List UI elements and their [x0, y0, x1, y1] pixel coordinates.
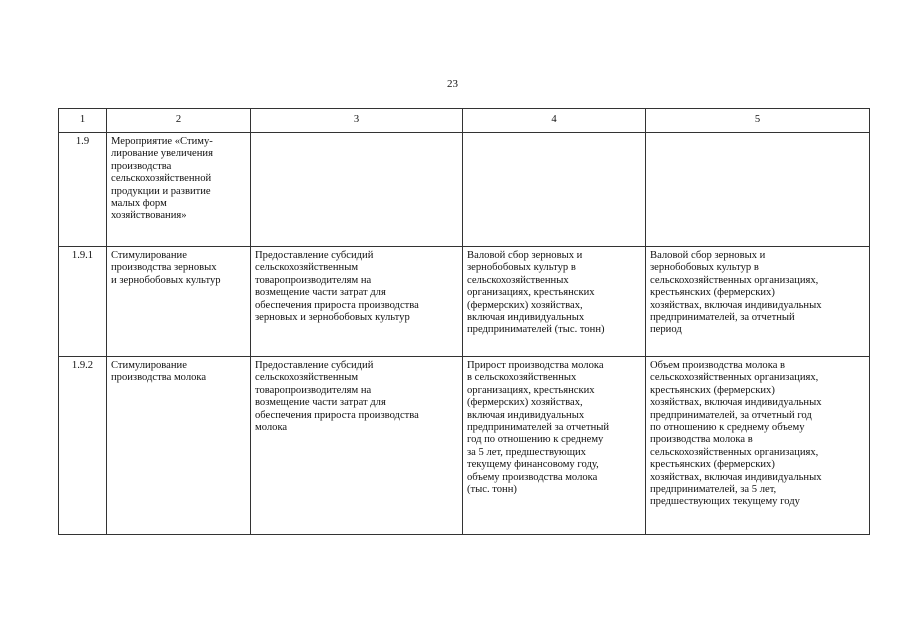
- measure-description: Предоставление субсидий сельскохозяйственным товаропроизводителям на возмещение части затрат для обеспечения прироста производства зерновых и зернобобовых культур: [251, 247, 463, 357]
- indicator-definition: Валовой сбор зерновых и зернобобовых культур в сельскохозяйственных организациях, крестьянских (фермерских) хозяйствах, включая индивидуальных предпринимателей, за отчетный период: [646, 247, 870, 357]
- measure-name: Стимулирование производства зерновых и зернобобовых культур: [107, 247, 251, 357]
- indicator-name: Валовой сбор зерновых и зернобобовых культур в сельскохозяйственных организациях, крестьянских (фермерских) хозяйствах, включая индивидуальных предпринимателей (тыс. тонн): [463, 247, 646, 357]
- row-number: 1.9.2: [59, 357, 107, 535]
- indicator-name: [463, 133, 646, 247]
- indicator-definition: [646, 133, 870, 247]
- table-row: [59, 357, 870, 535]
- column-header-5: 5: [646, 109, 870, 133]
- column-header-4: 4: [463, 109, 646, 133]
- row-number: 1.9: [59, 133, 107, 247]
- indicator-name: Прирост производства молока в сельскохозяйственных организациях, крестьянских (фермерских) хозяйствах, включая индивидуальных предпринимателей за отчетный год по отношению к среднему за 5 лет, предшествующих текущему финансовому году, объему производства молока (тыс. тонн): [463, 357, 646, 535]
- table-row: [59, 247, 870, 357]
- measure-description: Предоставление субсидий сельскохозяйственным товаропроизводителям на возмещение части затрат для обеспечения прироста производства молока: [251, 357, 463, 535]
- measures-table: [58, 108, 870, 535]
- table-row: [59, 133, 870, 247]
- column-header-2: 2: [107, 109, 251, 133]
- measure-description: [251, 133, 463, 247]
- measure-name: Стимулирование производства молока: [107, 357, 251, 535]
- row-number: 1.9.1: [59, 247, 107, 357]
- measure-name: Мероприятие «Стиму- лирование увеличения производства сельскохозяйственной продукции и развитие малых форм хозяйствования»: [107, 133, 251, 247]
- indicator-definition: Объем производства молока в сельскохозяйственных организациях, крестьянских (фермерских) хозяйствах, включая индивидуальных предпринимателей, за отчетный год по отношению к среднему объему производства молока в сельскохозяйственных организациях, крестьянских (фермерских) хозяйствах, включая индивидуальных предпринимателей, за 5 лет, предшествующих текущему году: [646, 357, 870, 535]
- column-header-3: 3: [251, 109, 463, 133]
- table-header-row: [59, 109, 870, 133]
- page-number: 23: [447, 78, 458, 90]
- column-header-1: 1: [59, 109, 107, 133]
